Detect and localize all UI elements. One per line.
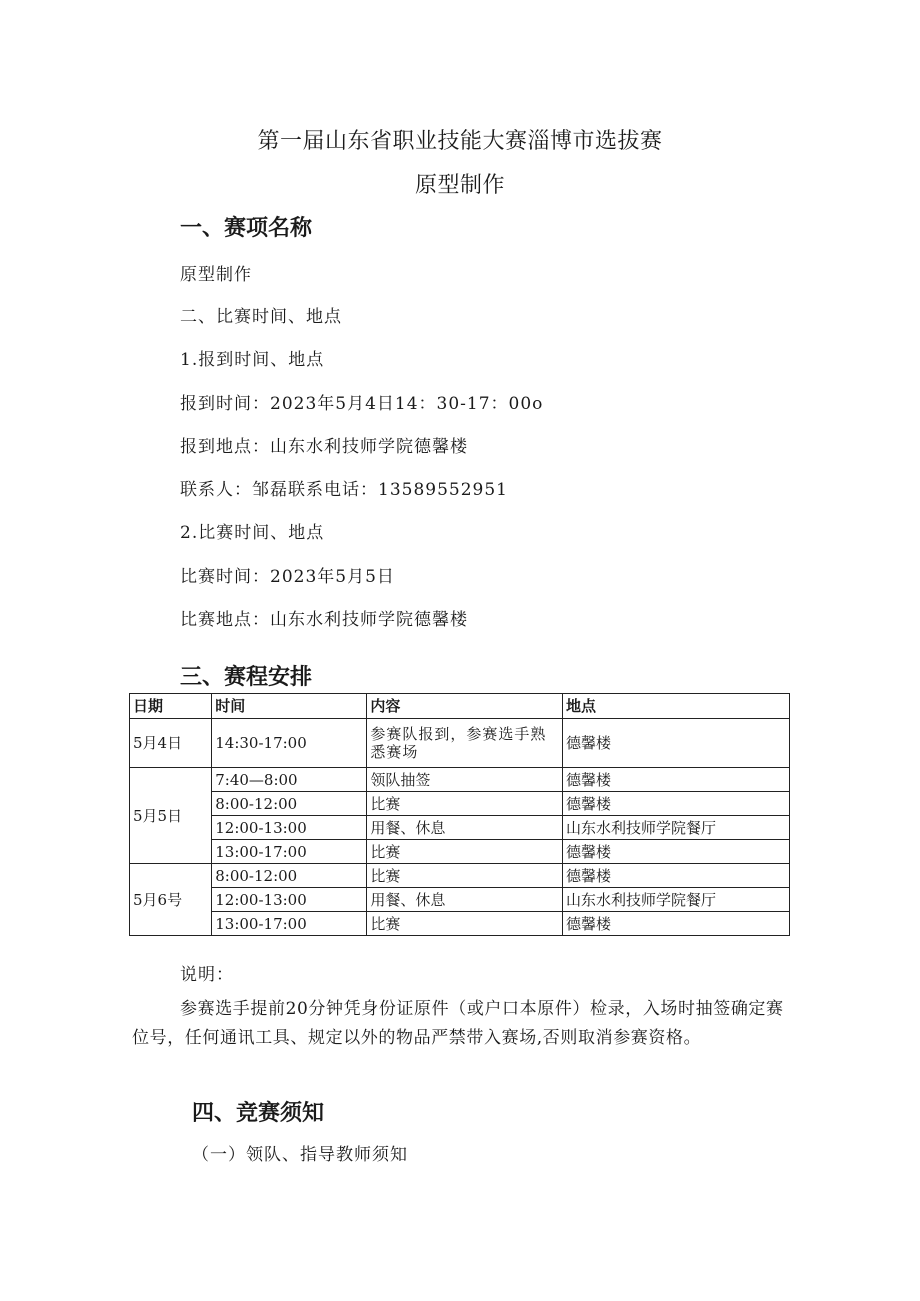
time-cell: 12:00-13:00: [212, 888, 367, 912]
event-name-text: 原型制作: [180, 265, 252, 285]
location-cell: 德馨楼: [563, 840, 790, 864]
rules-subheading: （一）领队、指导教师须知: [192, 1145, 408, 1165]
table-row: [130, 768, 790, 792]
report-time: 报到时间：2023年5月4日14：30-17：00o: [180, 394, 544, 414]
table-row: [130, 840, 790, 864]
report-subheading: 1.报到时间、地点: [180, 350, 325, 370]
header-date: 日期: [130, 694, 212, 719]
header-location: 地点: [563, 694, 790, 719]
table-row: [130, 792, 790, 816]
location-cell: 山东水利技师学院餐厅: [563, 816, 790, 840]
content-cell: 比赛: [367, 912, 563, 936]
document-title: 第一届山东省职业技能大赛淄博市选拔赛: [257, 129, 663, 154]
note-label: 说明：: [180, 965, 234, 985]
time-cell: 13:00-17:00: [212, 912, 367, 936]
location-cell: 德馨楼: [563, 912, 790, 936]
time-cell: 8:00-12:00: [212, 792, 367, 816]
table-row: [130, 912, 790, 936]
table-row: [130, 888, 790, 912]
note-paragraph: 参赛选手提前20分钟凭身份证原件（或户口本原件）检录，入场时抽签确定赛位号，任何通讯工具、规定以外的物品严禁带入赛场,否则取消参赛资格。: [132, 999, 784, 1048]
section-heading-schedule: 三、赛程安排: [180, 665, 313, 690]
time-cell: 12:00-13:00: [212, 816, 367, 840]
content-cell: 比赛: [367, 864, 563, 888]
header-time: 时间: [212, 694, 367, 719]
section-heading-rules: 四、竞赛须知: [192, 1101, 325, 1126]
date-cell: 5月5日: [130, 768, 212, 864]
content-cell: 领队抽签: [367, 768, 563, 792]
location-cell: 德馨楼: [563, 864, 790, 888]
content-cell: 用餐、休息: [367, 888, 563, 912]
location-cell: 德馨楼: [563, 792, 790, 816]
schedule-table: [129, 693, 790, 936]
time-cell: 13:00-17:00: [212, 840, 367, 864]
location-cell: 德馨楼: [563, 768, 790, 792]
time-cell: 14:30-17:00: [212, 719, 367, 768]
location-cell: 德馨楼: [563, 719, 790, 768]
schedule-header-row: [130, 694, 790, 719]
time-cell: 8:00-12:00: [212, 864, 367, 888]
competition-place: 比赛地点：山东水利技师学院德馨楼: [180, 610, 468, 630]
location-cell: 山东水利技师学院餐厅: [563, 888, 790, 912]
time-cell: 7:40—8:00: [212, 768, 367, 792]
table-row: [130, 864, 790, 888]
content-cell: 比赛: [367, 840, 563, 864]
contact-info: 联系人：邹磊联系电话：13589552951: [180, 480, 508, 500]
document-subtitle: 原型制作: [414, 173, 505, 198]
date-cell: 5月4日: [130, 719, 212, 768]
content-cell: 比赛: [367, 792, 563, 816]
competition-subheading: 2.比赛时间、地点: [180, 523, 325, 543]
header-content: 内容: [367, 694, 563, 719]
date-cell: 5月6号: [130, 864, 212, 936]
report-place: 报到地点：山东水利技师学院德馨楼: [180, 437, 468, 457]
competition-time: 比赛时间：2023年5月5日: [180, 567, 395, 587]
section-heading-event-name: 一、赛项名称: [180, 216, 313, 241]
table-row: [130, 719, 790, 768]
content-cell: 参赛队报到，参赛选手熟悉赛场: [367, 719, 563, 768]
section-heading-time-place: 二、比赛时间、地点: [180, 307, 342, 327]
table-row: [130, 816, 790, 840]
content-cell: 用餐、休息: [367, 816, 563, 840]
